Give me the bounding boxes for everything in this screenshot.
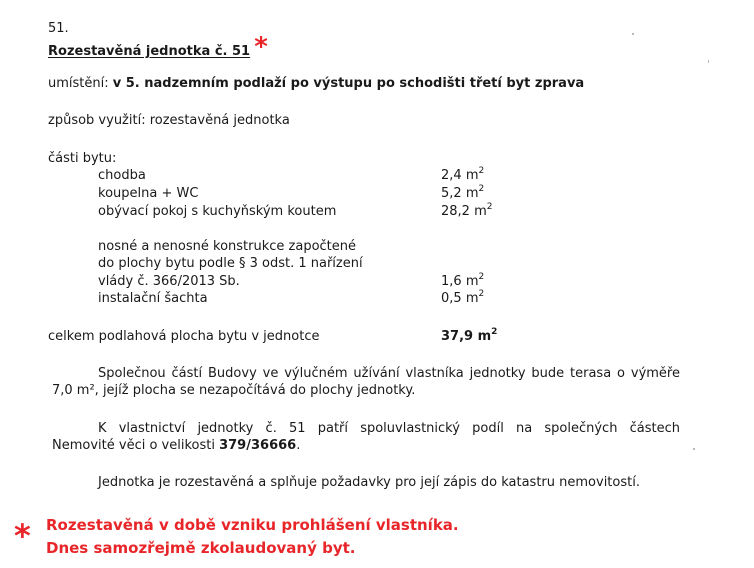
constructions-line: nosné a nenosné konstrukce započtené: [98, 239, 357, 254]
location-line: [48, 75, 584, 92]
asterisk-icon: *: [14, 517, 31, 555]
unit-heading: [48, 32, 268, 62]
paragraph-terrace-line2: 7,0 m², jejíž plocha se nezapočítává do plochy jednotky.: [52, 383, 416, 398]
usage-line: způsob využití: rozestavěná jednotka: [48, 113, 290, 128]
unit-heading-text: Rozestavěná jednotka č. 51: [48, 44, 251, 59]
paragraph-share-line1: K vlastnictví jednotky č. 51 patří spoluvlastnický podíl na společných částech: [98, 421, 680, 436]
footnote-line: Dnes samozřejmě zkolaudovaný byt.: [46, 539, 356, 557]
room-area: 2,4 $m^2$: [441, 166, 485, 183]
constructions-line: do plochy bytu podle § 3 odst. 1 nařízení: [98, 256, 363, 271]
paragraph-registration: Jednotka je rozestavěná a splňuje požadavky pro její zápis do katastru nemovitostí.: [98, 475, 640, 490]
location-label: umístění:: [48, 76, 109, 91]
room-name: obývací pokoj s kuchyňským koutem: [98, 204, 337, 219]
constructions-area: 1,6 $m^2$: [441, 272, 485, 289]
parts-title: části bytu:: [48, 151, 117, 166]
footnote-line: Rozestavěná v době vzniku prohlášení vlastníka.: [46, 516, 459, 534]
red-footnote: [46, 514, 459, 560]
scan-speck: [693, 448, 695, 450]
location-value: v 5. nadzemním podlaží po výstupu po schodišti třetí byt zprava: [112, 76, 585, 91]
paragraph-terrace-line1: Společnou částí Budovy ve výlučném užívání vlastníka jednotky bude terasa o výměře: [98, 366, 680, 381]
scan-speck: [632, 33, 634, 35]
asterisk-icon: *: [254, 32, 268, 62]
scan-speck: [708, 60, 709, 63]
room-name: chodba: [98, 168, 146, 183]
paragraph-share-line2: Nemovité věci o velikosti 379/36666.: [52, 438, 301, 453]
shaft-area: 0,5 $m^2$: [441, 289, 485, 306]
total-label: celkem podlahová plocha bytu v jednotce: [48, 329, 320, 344]
total-value: 37,9 $m^2$: [441, 327, 498, 344]
room-area: 5,2 $m^2$: [441, 184, 485, 201]
room-name: koupelna + WC: [98, 186, 199, 201]
unit-number: 51.: [48, 21, 69, 36]
room-area: 28,2 $m^2$: [441, 202, 493, 219]
ownership-share: 379/36666: [219, 438, 297, 453]
shaft-line: instalační šachta: [98, 291, 208, 306]
constructions-line: vlády č. 366/2013 Sb.: [98, 274, 240, 289]
